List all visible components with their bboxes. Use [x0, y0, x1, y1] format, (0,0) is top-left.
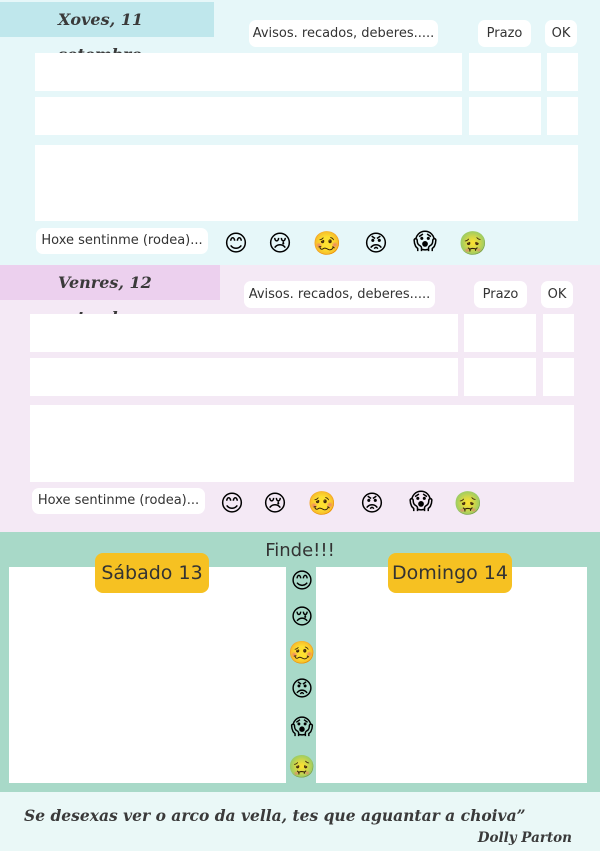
friday-title: Venres, 12 — [0, 265, 220, 300]
thursday-large-notes[interactable] — [35, 145, 578, 221]
angry-face-icon[interactable]: 😡 — [290, 677, 314, 702]
saturday-box[interactable] — [9, 567, 286, 783]
friday-deadline-field-1[interactable] — [464, 314, 536, 352]
friday-ok-label: OK — [541, 281, 573, 308]
sunday-label: Domingo 14 — [388, 553, 512, 593]
smiling-face-icon[interactable]: 😊 — [224, 231, 248, 257]
angry-face-icon[interactable]: 😡 — [364, 231, 388, 257]
friday-note-field-2[interactable] — [30, 358, 458, 396]
thursday-deadline-field-1[interactable] — [469, 53, 541, 91]
quote-text: Se desexas ver o arco da vella, tes que aguantar a choiva” — [24, 806, 526, 825]
sunday-box[interactable] — [316, 567, 587, 783]
thursday-deadline-label: Prazo — [478, 20, 531, 47]
woozy-face-icon[interactable]: 🥴 — [288, 641, 316, 666]
screaming-face-icon[interactable]: 😱 — [413, 229, 437, 255]
sick-face-icon[interactable]: 🤢 — [288, 755, 316, 780]
smiling-face-icon[interactable]: 😊 — [220, 491, 244, 517]
friday-large-notes[interactable] — [30, 405, 574, 482]
friday-deadline-label: Prazo — [474, 281, 527, 308]
woozy-face-icon[interactable]: 🥴 — [307, 491, 337, 517]
thursday-ok-checkbox-2[interactable] — [547, 97, 578, 135]
friday-deadline-field-2[interactable] — [464, 358, 536, 396]
sick-face-icon[interactable]: 🤢 — [458, 231, 488, 257]
crying-face-icon[interactable]: 😢 — [263, 491, 287, 517]
friday-ok-checkbox-1[interactable] — [543, 314, 574, 352]
crying-face-icon[interactable]: 😢 — [290, 605, 314, 630]
thursday-deadline-field-2[interactable] — [469, 97, 541, 135]
woozy-face-icon[interactable]: 🥴 — [312, 231, 342, 257]
friday-ok-checkbox-2[interactable] — [543, 358, 574, 396]
friday-notes-label: Avisos. recados, deberes..... — [244, 281, 435, 308]
screaming-face-icon[interactable]: 😱 — [290, 715, 314, 740]
friday-mood-label: Hoxe sentinme (rodea)... — [32, 488, 205, 514]
smiling-face-icon[interactable]: 😊 — [290, 569, 314, 594]
sick-face-icon[interactable]: 🤢 — [453, 491, 483, 517]
thursday-note-field-1[interactable] — [35, 53, 462, 91]
thursday-mood-label: Hoxe sentinme (rodea)... — [36, 228, 208, 254]
thursday-ok-checkbox-1[interactable] — [547, 53, 578, 91]
crying-face-icon[interactable]: 😢 — [268, 231, 292, 257]
weekend-title: Finde!!! — [265, 540, 335, 561]
thursday-ok-label: OK — [545, 20, 577, 47]
thursday-notes-label: Avisos. recados, deberes..... — [249, 20, 438, 47]
quote-author: Dolly Parton — [477, 830, 572, 846]
friday-note-field-1[interactable] — [30, 314, 458, 352]
thursday-title: Xoves, 11 — [0, 2, 214, 37]
angry-face-icon[interactable]: 😡 — [360, 491, 384, 517]
saturday-label: Sábado 13 — [95, 553, 209, 593]
thursday-note-field-2[interactable] — [35, 97, 462, 135]
screaming-face-icon[interactable]: 😱 — [409, 489, 433, 515]
